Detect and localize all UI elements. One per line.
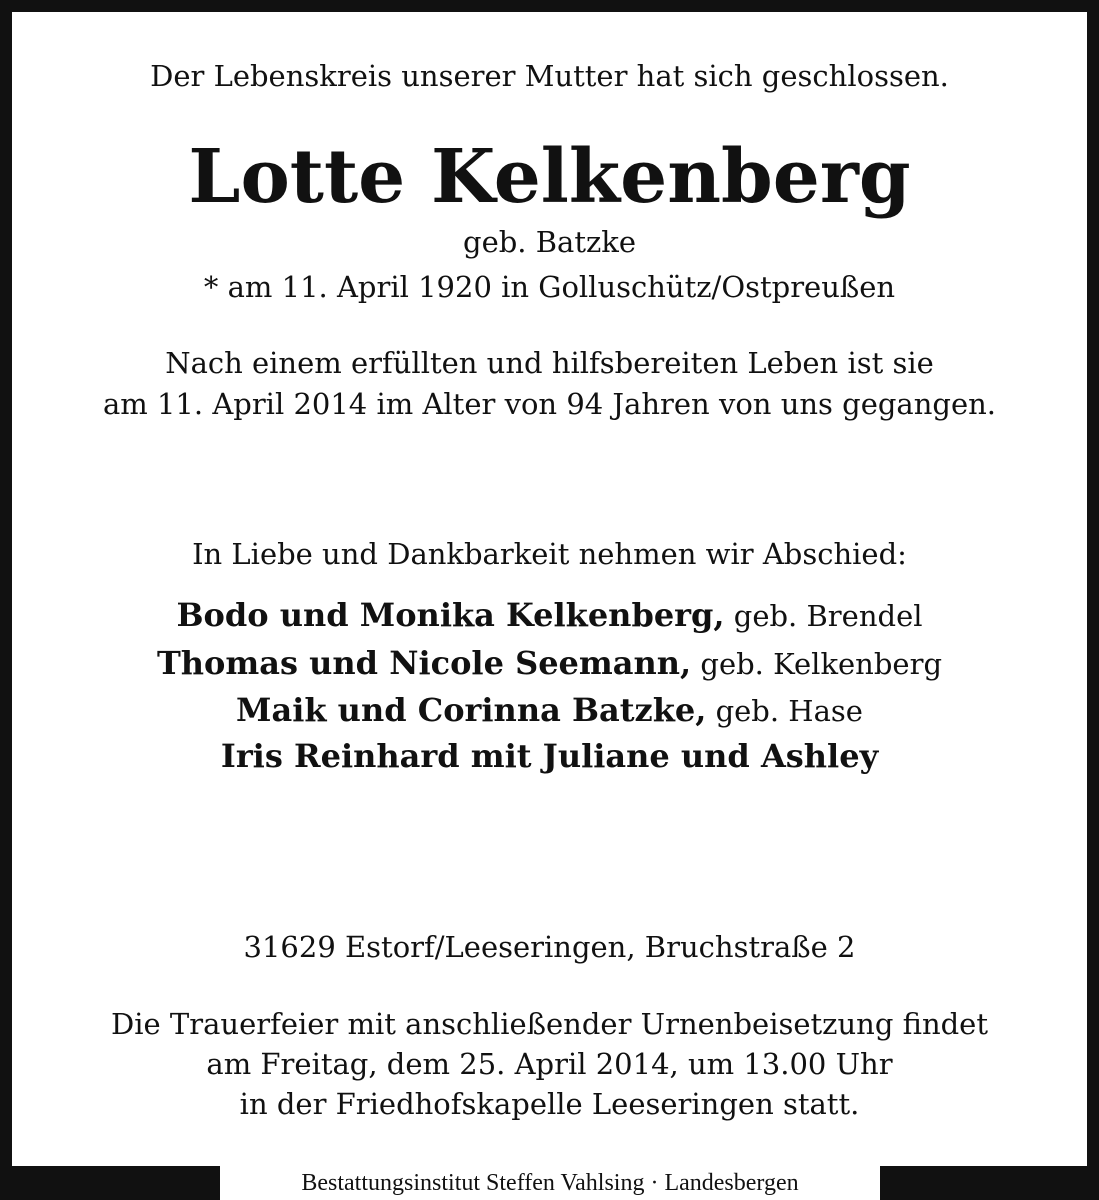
mourner-names: Bodo und Monika Kelkenberg, bbox=[176, 596, 725, 634]
intro-text: Der Lebenskreis unserer Mutter hat sich geschlossen. bbox=[150, 59, 949, 93]
mourner-maiden-name: geb. Kelkenberg bbox=[691, 647, 943, 681]
passing-line-1: Nach einem erfüllten und hilfsbereiten Leben ist sie bbox=[165, 346, 934, 380]
maiden-name: geb. Batzke bbox=[463, 225, 636, 259]
passing-line-2: am 11. April 2014 im Alter von 94 Jahren von uns gegangen. bbox=[102, 387, 997, 421]
ceremony-line-3: in der Friedhofskapelle Leeseringen statt. bbox=[239, 1087, 860, 1121]
mourner-line bbox=[0, 737, 1099, 775]
mourner-names: Iris Reinhard mit Juliane und Ashley bbox=[220, 737, 879, 775]
mourner-names: Maik und Corinna Batzke, bbox=[236, 691, 707, 729]
farewell-intro: In Liebe und Dankbarkeit nehmen wir Abschied: bbox=[192, 537, 907, 571]
ceremony-line-2: am Freitag, dem 25. April 2014, um 13.00 Uhr bbox=[206, 1047, 893, 1081]
mourner-maiden-name: geb. Brendel bbox=[724, 599, 923, 633]
mourner-names: Thomas und Nicole Seemann, bbox=[156, 644, 692, 682]
address: 31629 Estorf/Leeseringen, Bruchstraße 2 bbox=[243, 930, 856, 964]
mourner-line bbox=[0, 644, 1099, 682]
deceased-name: Lotte Kelkenberg bbox=[188, 134, 911, 220]
mourner-line bbox=[0, 691, 1099, 729]
mourner-maiden-name: geb. Hase bbox=[706, 694, 863, 728]
mourner-line bbox=[0, 596, 1099, 634]
ceremony-line-1: Die Trauerfeier mit anschließender Urnenbeisetzung findet bbox=[111, 1007, 988, 1041]
funeral-home-footer: Bestattungsinstitut Steffen Vahlsing · Landesbergen bbox=[220, 1166, 880, 1200]
birth-info: * am 11. April 1920 in Golluschütz/Ostpreußen bbox=[203, 270, 896, 304]
